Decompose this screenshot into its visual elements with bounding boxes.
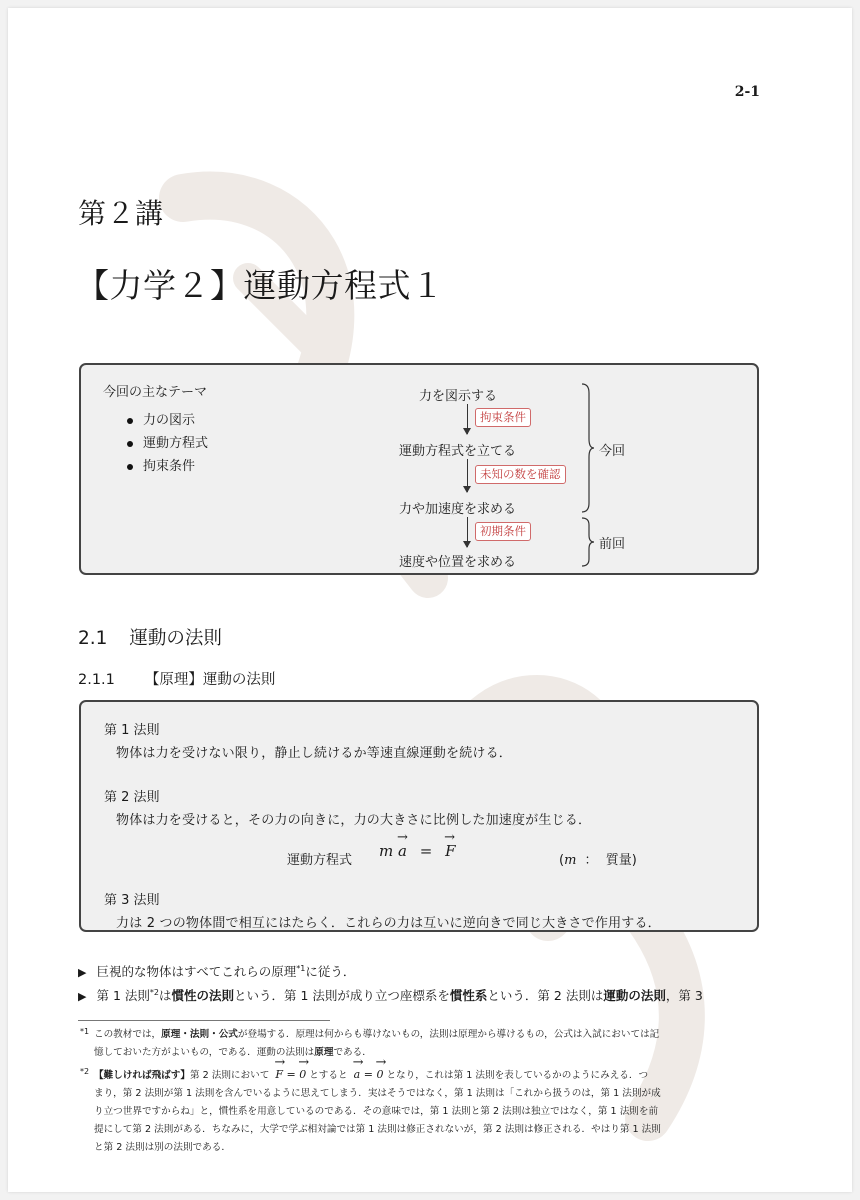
- footnote-1: [80, 1026, 774, 1062]
- footnote-ref-1[interactable]: *1: [296, 963, 306, 973]
- law-1-body: 物体は力を受けない限り，静止し続けるか等速直線運動を続ける．: [116, 746, 513, 761]
- theme-list: [125, 409, 208, 478]
- document-page: [8, 8, 852, 1192]
- term-law-of-inertia: 慣性の法則: [171, 988, 234, 1003]
- equals-sign: =: [419, 842, 433, 860]
- footnote-text: と第 2 法則は別の法則である．: [94, 1142, 231, 1153]
- footnote-text: 第 2 法則において: [189, 1070, 270, 1081]
- force-vector: → F: [445, 842, 455, 860]
- footnote-text: まり，第 2 法則が第 1 法則を含んでいるように思えてしまう．実はそうではなく，第 1 法則は「これから扱うのは，第 1 法則が成: [94, 1088, 661, 1099]
- flow-arrow-down: [467, 459, 468, 492]
- flow-step-find-force-acceleration: 力や加速度を求める: [399, 502, 517, 517]
- footnote-text: 提にして第 2 法則がある．ちなみに，大学で学ぶ相対論では第 1 法則は修正されないが，第 2 法則は修正される．やはり第 1 法則: [94, 1124, 661, 1135]
- subsection-number: 2.1.1: [78, 672, 115, 688]
- section-title: 運動の法則: [129, 628, 222, 649]
- footnote-bold: 原理・法則・公式: [161, 1029, 238, 1040]
- bullet-text: ，第 3: [665, 988, 703, 1003]
- tag-constraint-condition: 拘束条件: [475, 408, 531, 427]
- acceleration-vector: → a: [398, 842, 407, 860]
- brace-last-time: [581, 517, 595, 567]
- brace-this-time: [581, 383, 595, 513]
- bullet-text: 第 1 法則: [96, 988, 150, 1003]
- footnote-bold: 原理: [314, 1047, 334, 1058]
- vector-a: → a: [354, 1066, 361, 1084]
- flow-arrow-down: [467, 517, 468, 547]
- theme-item: 拘束条件: [125, 455, 208, 478]
- note-separator: ：: [584, 853, 598, 868]
- footnote-ref-2[interactable]: *2: [149, 987, 159, 997]
- triangle-bullet-icon: ▶: [78, 990, 87, 1003]
- bullet-text: という．第 1 法則が成り立つ座標系を: [234, 988, 450, 1003]
- bullet-text: に従う．: [305, 964, 356, 979]
- section-number: 2.1: [78, 628, 108, 649]
- footnote-text: この教材では，: [94, 1029, 162, 1040]
- law-2-body: 物体は力を受けると，その力の向きに，力の大きさに比例した加速度が生じる．: [116, 813, 592, 828]
- flow-step-equation-of-motion: 運動方程式を立てる: [399, 444, 517, 459]
- footnote-2-mark: *2: [80, 1067, 90, 1076]
- footnote-2: [80, 1066, 774, 1157]
- vector-F: → F: [275, 1066, 283, 1084]
- vector-zero: → 0: [376, 1066, 383, 1084]
- bullet-line-1: [78, 962, 355, 980]
- footnote-text: である．: [333, 1047, 372, 1058]
- footnote-text: が登場する．原理は何からも導けないもの，法則は原理から導けるもの，公式は入試においては記: [237, 1029, 660, 1040]
- mass-symbol: m: [379, 842, 394, 860]
- footnote-text: 憶しておいた方がよいもの，である．運動の法則は: [94, 1047, 315, 1058]
- vector-zero: → 0: [299, 1066, 306, 1084]
- tag-initial-condition: 初期条件: [475, 522, 531, 541]
- triangle-bullet-icon: ▶: [78, 966, 87, 979]
- footnote-rule: [78, 1020, 330, 1021]
- footnote-text: となり，これは第 1 法則を表しているかのようにみえる．つ: [386, 1070, 649, 1081]
- note-mass-symbol: m: [564, 853, 577, 868]
- law-3-body: 力は 2 つの物体間で相互にはたらく．これらの力は互いに逆向きで同じ大きさで作用する．: [116, 916, 661, 931]
- watermark-logo: [128, 158, 788, 1158]
- theme-item: 力の図示: [125, 409, 208, 432]
- theme-heading: 今回の主なテーマ: [103, 385, 208, 400]
- footnote-1-mark: *1: [80, 1027, 90, 1036]
- theme-box: [79, 363, 759, 575]
- law-2-title: 第 2 法則: [104, 790, 160, 805]
- equals-sign: =: [286, 1068, 296, 1081]
- equation-of-motion: [379, 842, 456, 860]
- footnote-text: り立つ世界ですからね」と，慣性系を用意しているのである．その意味では，第 1 法則と第 2 法則は独立ではなく，第 1 法則を前: [94, 1106, 659, 1117]
- section-heading: [78, 624, 222, 650]
- equation-label: 運動方程式: [287, 853, 353, 868]
- flow-step-draw-forces: 力を図示する: [419, 389, 498, 404]
- tag-check-unknowns: 未知の数を確認: [475, 465, 566, 484]
- law-3-title: 第 3 法則: [104, 893, 160, 908]
- laws-box: [79, 700, 759, 932]
- lecture-title: 【力学２】運動方程式１: [76, 266, 445, 305]
- flow-step-find-velocity-position: 速度や位置を求める: [399, 555, 517, 570]
- law-1-title: 第 1 法則: [104, 723, 160, 738]
- page-number: 2-1: [734, 84, 760, 100]
- equals-sign: =: [363, 1068, 373, 1081]
- note-text: 質量: [605, 853, 632, 868]
- bullet-text: は: [158, 988, 172, 1003]
- footnote-text: とすると: [309, 1070, 348, 1081]
- theme-item: 運動方程式: [125, 432, 208, 455]
- subsection-title: 【原理】運動の法則: [144, 672, 276, 688]
- bullet-text: 巨視的な物体はすべてこれらの原理: [96, 964, 297, 979]
- footnote-bold: 【難しければ飛ばす】: [94, 1070, 190, 1081]
- term-law-of-motion: 運動の法則: [603, 988, 666, 1003]
- brace-label-this-time: 今回: [599, 444, 626, 459]
- term-inertial-frame: 慣性系: [449, 988, 488, 1003]
- subsection-heading: [78, 668, 275, 689]
- lecture-number: 第２講: [78, 197, 164, 230]
- bullet-text: という．第 2 法則は: [487, 988, 604, 1003]
- bullet-line-2: [78, 986, 703, 1004]
- equation-note: (m ： 質量): [559, 853, 637, 868]
- brace-label-last-time: 前回: [599, 537, 626, 552]
- flow-arrow-down: [467, 404, 468, 434]
